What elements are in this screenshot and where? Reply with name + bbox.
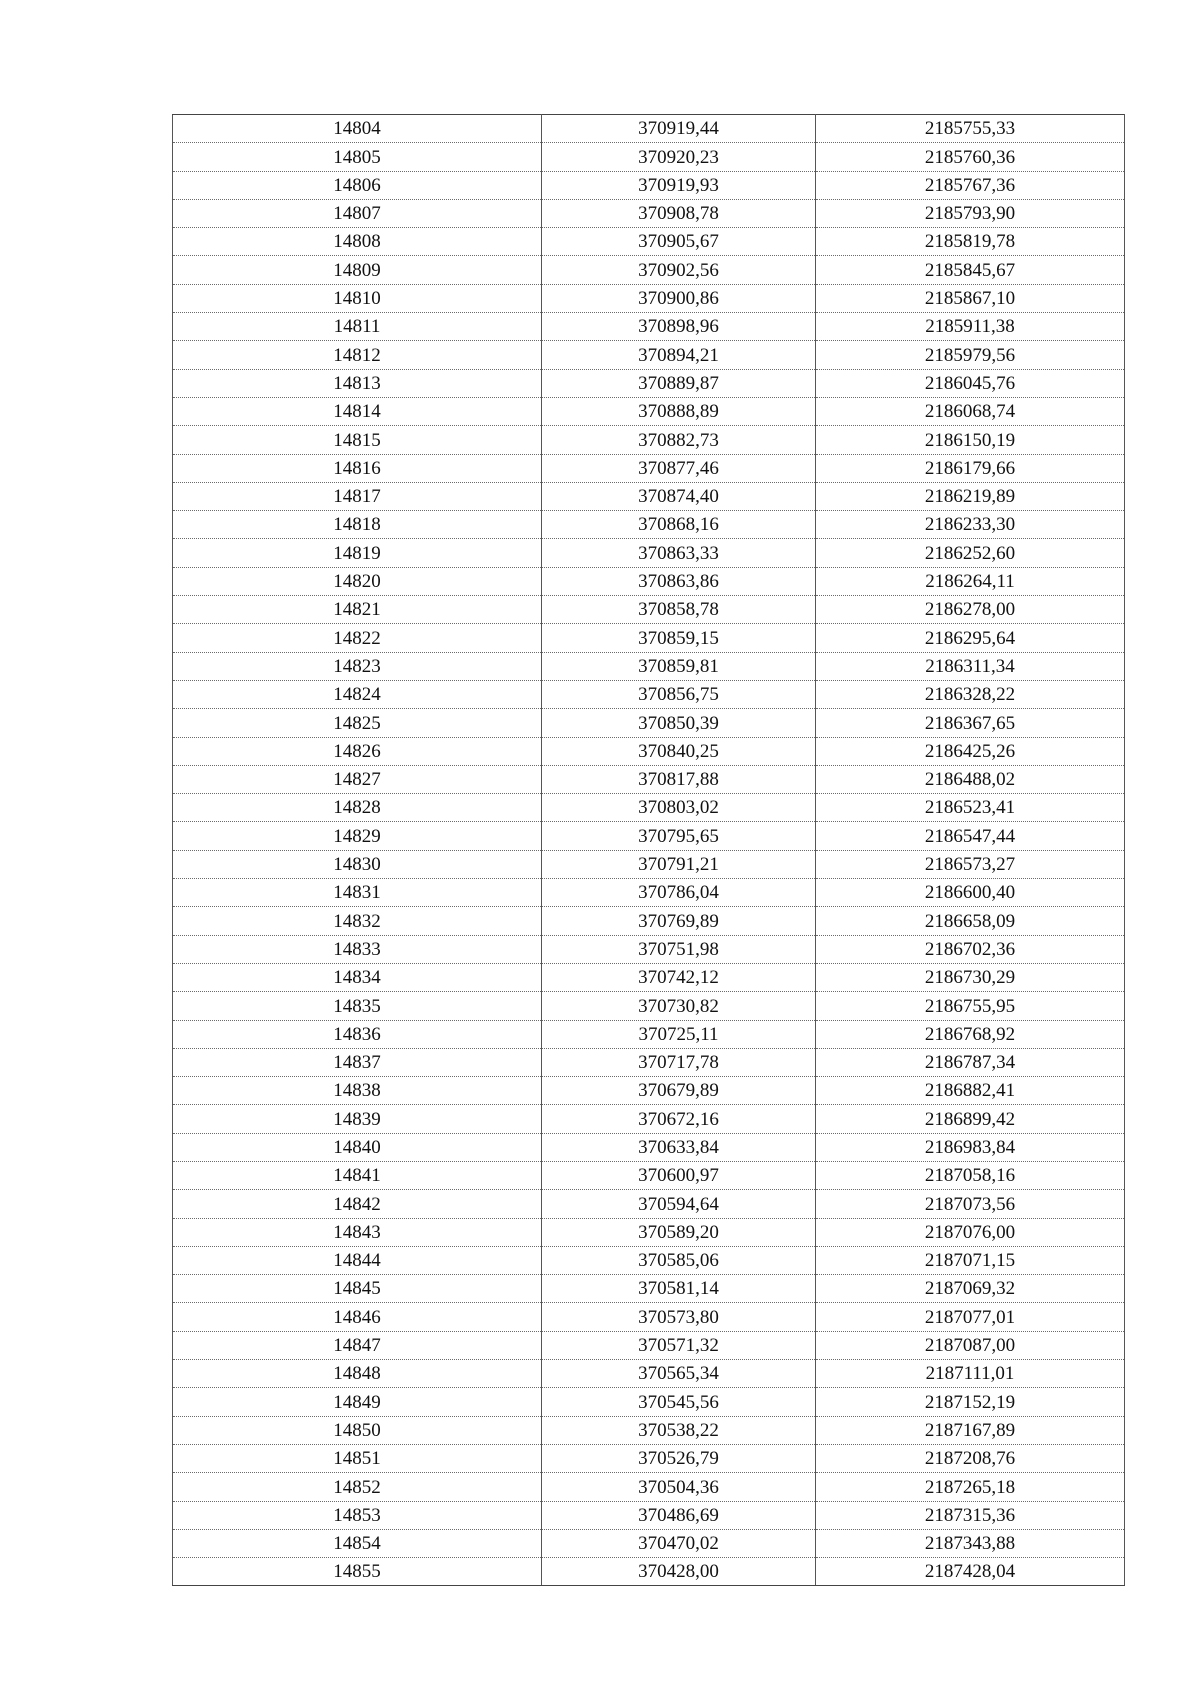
x-coordinate-cell: 370850,39 [542, 709, 816, 737]
coordinates-table [172, 114, 1125, 1586]
point-number-cell: 14848 [173, 1360, 542, 1388]
point-number-cell: 14830 [173, 850, 542, 878]
y-coordinate-cell: 2186311,34 [816, 652, 1125, 680]
x-coordinate-cell: 370817,88 [542, 765, 816, 793]
point-number-cell: 14853 [173, 1501, 542, 1529]
point-number-cell: 14850 [173, 1416, 542, 1444]
x-coordinate-cell: 370859,81 [542, 652, 816, 680]
y-coordinate-cell: 2187265,18 [816, 1473, 1125, 1501]
y-coordinate-cell: 2186702,36 [816, 935, 1125, 963]
y-coordinate-cell: 2185793,90 [816, 199, 1125, 227]
y-coordinate-cell: 2186045,76 [816, 369, 1125, 397]
x-coordinate-cell: 370565,34 [542, 1360, 816, 1388]
x-coordinate-cell: 370908,78 [542, 199, 816, 227]
table-row [173, 1558, 1125, 1586]
point-number-cell: 14829 [173, 822, 542, 850]
y-coordinate-cell: 2187315,36 [816, 1501, 1125, 1529]
y-coordinate-cell: 2186523,41 [816, 794, 1125, 822]
y-coordinate-cell: 2186068,74 [816, 397, 1125, 425]
table-row [173, 143, 1125, 171]
table-row [173, 1331, 1125, 1359]
x-coordinate-cell: 370589,20 [542, 1218, 816, 1246]
point-number-cell: 14835 [173, 992, 542, 1020]
point-number-cell: 14836 [173, 1020, 542, 1048]
table-row [173, 1444, 1125, 1472]
point-number-cell: 14825 [173, 709, 542, 737]
table-row [173, 1529, 1125, 1557]
x-coordinate-cell: 370581,14 [542, 1275, 816, 1303]
point-number-cell: 14805 [173, 143, 542, 171]
table-row [173, 907, 1125, 935]
point-number-cell: 14832 [173, 907, 542, 935]
y-coordinate-cell: 2185755,33 [816, 115, 1125, 143]
table-row [173, 454, 1125, 482]
table-row [173, 539, 1125, 567]
x-coordinate-cell: 370858,78 [542, 596, 816, 624]
y-coordinate-cell: 2186787,34 [816, 1048, 1125, 1076]
table-row [173, 567, 1125, 595]
point-number-cell: 14824 [173, 680, 542, 708]
point-number-cell: 14810 [173, 284, 542, 312]
y-coordinate-cell: 2186658,09 [816, 907, 1125, 935]
table-row [173, 1501, 1125, 1529]
y-coordinate-cell: 2185767,36 [816, 171, 1125, 199]
point-number-cell: 14831 [173, 879, 542, 907]
x-coordinate-cell: 370679,89 [542, 1077, 816, 1105]
y-coordinate-cell: 2187077,01 [816, 1303, 1125, 1331]
table-row [173, 1161, 1125, 1189]
y-coordinate-cell: 2187428,04 [816, 1558, 1125, 1586]
y-coordinate-cell: 2186278,00 [816, 596, 1125, 624]
point-number-cell: 14842 [173, 1190, 542, 1218]
x-coordinate-cell: 370600,97 [542, 1161, 816, 1189]
x-coordinate-cell: 370672,16 [542, 1105, 816, 1133]
point-number-cell: 14808 [173, 228, 542, 256]
point-number-cell: 14816 [173, 454, 542, 482]
y-coordinate-cell: 2185867,10 [816, 284, 1125, 312]
x-coordinate-cell: 370888,89 [542, 397, 816, 425]
point-number-cell: 14838 [173, 1077, 542, 1105]
table-row [173, 1048, 1125, 1076]
y-coordinate-cell: 2187058,16 [816, 1161, 1125, 1189]
x-coordinate-cell: 370470,02 [542, 1529, 816, 1557]
y-coordinate-cell: 2186983,84 [816, 1133, 1125, 1161]
point-number-cell: 14828 [173, 794, 542, 822]
y-coordinate-cell: 2186328,22 [816, 680, 1125, 708]
table-row [173, 737, 1125, 765]
y-coordinate-cell: 2187167,89 [816, 1416, 1125, 1444]
table-row [173, 1105, 1125, 1133]
table-row [173, 426, 1125, 454]
x-coordinate-cell: 370863,33 [542, 539, 816, 567]
y-coordinate-cell: 2187152,19 [816, 1388, 1125, 1416]
point-number-cell: 14841 [173, 1161, 542, 1189]
table-row [173, 1020, 1125, 1048]
table-row [173, 822, 1125, 850]
y-coordinate-cell: 2185819,78 [816, 228, 1125, 256]
point-number-cell: 14855 [173, 1558, 542, 1586]
y-coordinate-cell: 2186219,89 [816, 482, 1125, 510]
table-row [173, 1416, 1125, 1444]
point-number-cell: 14813 [173, 369, 542, 397]
point-number-cell: 14834 [173, 963, 542, 991]
table-row [173, 284, 1125, 312]
y-coordinate-cell: 2186264,11 [816, 567, 1125, 595]
x-coordinate-cell: 370717,78 [542, 1048, 816, 1076]
table-row [173, 228, 1125, 256]
point-number-cell: 14821 [173, 596, 542, 624]
x-coordinate-cell: 370786,04 [542, 879, 816, 907]
x-coordinate-cell: 370573,80 [542, 1303, 816, 1331]
point-number-cell: 14807 [173, 199, 542, 227]
table-row [173, 1388, 1125, 1416]
x-coordinate-cell: 370585,06 [542, 1246, 816, 1274]
table-row [173, 256, 1125, 284]
point-number-cell: 14818 [173, 511, 542, 539]
table-row [173, 1303, 1125, 1331]
point-number-cell: 14815 [173, 426, 542, 454]
x-coordinate-cell: 370905,67 [542, 228, 816, 256]
point-number-cell: 14823 [173, 652, 542, 680]
y-coordinate-cell: 2186150,19 [816, 426, 1125, 454]
y-coordinate-cell: 2185979,56 [816, 341, 1125, 369]
y-coordinate-cell: 2185911,38 [816, 313, 1125, 341]
y-coordinate-cell: 2186573,27 [816, 850, 1125, 878]
table-row [173, 765, 1125, 793]
table-row [173, 341, 1125, 369]
table-row [173, 1473, 1125, 1501]
point-number-cell: 14840 [173, 1133, 542, 1161]
y-coordinate-cell: 2187069,32 [816, 1275, 1125, 1303]
x-coordinate-cell: 370859,15 [542, 624, 816, 652]
x-coordinate-cell: 370769,89 [542, 907, 816, 935]
table-row [173, 482, 1125, 510]
y-coordinate-cell: 2187343,88 [816, 1529, 1125, 1557]
table-row [173, 652, 1125, 680]
x-coordinate-cell: 370791,21 [542, 850, 816, 878]
point-number-cell: 14849 [173, 1388, 542, 1416]
point-number-cell: 14833 [173, 935, 542, 963]
y-coordinate-cell: 2186425,26 [816, 737, 1125, 765]
point-number-cell: 14806 [173, 171, 542, 199]
table-row [173, 511, 1125, 539]
table-row [173, 397, 1125, 425]
x-coordinate-cell: 370751,98 [542, 935, 816, 963]
point-number-cell: 14812 [173, 341, 542, 369]
table-row [173, 680, 1125, 708]
x-coordinate-cell: 370545,56 [542, 1388, 816, 1416]
y-coordinate-cell: 2186768,92 [816, 1020, 1125, 1048]
x-coordinate-cell: 370428,00 [542, 1558, 816, 1586]
y-coordinate-cell: 2187208,76 [816, 1444, 1125, 1472]
x-coordinate-cell: 370920,23 [542, 143, 816, 171]
point-number-cell: 14839 [173, 1105, 542, 1133]
x-coordinate-cell: 370889,87 [542, 369, 816, 397]
y-coordinate-cell: 2186233,30 [816, 511, 1125, 539]
table-row [173, 171, 1125, 199]
x-coordinate-cell: 370538,22 [542, 1416, 816, 1444]
point-number-cell: 14804 [173, 115, 542, 143]
x-coordinate-cell: 370902,56 [542, 256, 816, 284]
x-coordinate-cell: 370898,96 [542, 313, 816, 341]
point-number-cell: 14852 [173, 1473, 542, 1501]
x-coordinate-cell: 370594,64 [542, 1190, 816, 1218]
x-coordinate-cell: 370526,79 [542, 1444, 816, 1472]
x-coordinate-cell: 370894,21 [542, 341, 816, 369]
x-coordinate-cell: 370919,93 [542, 171, 816, 199]
point-number-cell: 14822 [173, 624, 542, 652]
table-row [173, 1246, 1125, 1274]
point-number-cell: 14837 [173, 1048, 542, 1076]
y-coordinate-cell: 2186488,02 [816, 765, 1125, 793]
y-coordinate-cell: 2185760,36 [816, 143, 1125, 171]
x-coordinate-cell: 370877,46 [542, 454, 816, 482]
table-row [173, 709, 1125, 737]
x-coordinate-cell: 370803,02 [542, 794, 816, 822]
table-row [173, 1133, 1125, 1161]
x-coordinate-cell: 370882,73 [542, 426, 816, 454]
table-row [173, 963, 1125, 991]
x-coordinate-cell: 370504,36 [542, 1473, 816, 1501]
point-number-cell: 14809 [173, 256, 542, 284]
point-number-cell: 14820 [173, 567, 542, 595]
table-row [173, 1190, 1125, 1218]
y-coordinate-cell: 2187071,15 [816, 1246, 1125, 1274]
point-number-cell: 14843 [173, 1218, 542, 1246]
y-coordinate-cell: 2186899,42 [816, 1105, 1125, 1133]
x-coordinate-cell: 370856,75 [542, 680, 816, 708]
point-number-cell: 14814 [173, 397, 542, 425]
y-coordinate-cell: 2186882,41 [816, 1077, 1125, 1105]
table-row [173, 1218, 1125, 1246]
table-row [173, 879, 1125, 907]
x-coordinate-cell: 370863,86 [542, 567, 816, 595]
x-coordinate-cell: 370742,12 [542, 963, 816, 991]
y-coordinate-cell: 2186547,44 [816, 822, 1125, 850]
point-number-cell: 14846 [173, 1303, 542, 1331]
table-row [173, 1360, 1125, 1388]
table-row [173, 1077, 1125, 1105]
table-row [173, 199, 1125, 227]
table-row [173, 624, 1125, 652]
table-row [173, 1275, 1125, 1303]
point-number-cell: 14851 [173, 1444, 542, 1472]
table-row [173, 369, 1125, 397]
x-coordinate-cell: 370486,69 [542, 1501, 816, 1529]
table-row [173, 850, 1125, 878]
table-row [173, 935, 1125, 963]
table-row [173, 794, 1125, 822]
point-number-cell: 14847 [173, 1331, 542, 1359]
point-number-cell: 14819 [173, 539, 542, 567]
x-coordinate-cell: 370725,11 [542, 1020, 816, 1048]
point-number-cell: 14854 [173, 1529, 542, 1557]
point-number-cell: 14844 [173, 1246, 542, 1274]
point-number-cell: 14811 [173, 313, 542, 341]
coordinates-table-body [173, 115, 1125, 1586]
y-coordinate-cell: 2186730,29 [816, 963, 1125, 991]
y-coordinate-cell: 2185845,67 [816, 256, 1125, 284]
point-number-cell: 14827 [173, 765, 542, 793]
y-coordinate-cell: 2187073,56 [816, 1190, 1125, 1218]
x-coordinate-cell: 370730,82 [542, 992, 816, 1020]
y-coordinate-cell: 2187087,00 [816, 1331, 1125, 1359]
table-row [173, 992, 1125, 1020]
y-coordinate-cell: 2187111,01 [816, 1360, 1125, 1388]
x-coordinate-cell: 370900,86 [542, 284, 816, 312]
x-coordinate-cell: 370795,65 [542, 822, 816, 850]
x-coordinate-cell: 370840,25 [542, 737, 816, 765]
table-row [173, 115, 1125, 143]
y-coordinate-cell: 2186367,65 [816, 709, 1125, 737]
point-number-cell: 14817 [173, 482, 542, 510]
y-coordinate-cell: 2186179,66 [816, 454, 1125, 482]
point-number-cell: 14845 [173, 1275, 542, 1303]
x-coordinate-cell: 370571,32 [542, 1331, 816, 1359]
y-coordinate-cell: 2186755,95 [816, 992, 1125, 1020]
y-coordinate-cell: 2186600,40 [816, 879, 1125, 907]
y-coordinate-cell: 2187076,00 [816, 1218, 1125, 1246]
x-coordinate-cell: 370874,40 [542, 482, 816, 510]
x-coordinate-cell: 370868,16 [542, 511, 816, 539]
y-coordinate-cell: 2186295,64 [816, 624, 1125, 652]
x-coordinate-cell: 370919,44 [542, 115, 816, 143]
y-coordinate-cell: 2186252,60 [816, 539, 1125, 567]
table-row [173, 596, 1125, 624]
point-number-cell: 14826 [173, 737, 542, 765]
x-coordinate-cell: 370633,84 [542, 1133, 816, 1161]
table-row [173, 313, 1125, 341]
